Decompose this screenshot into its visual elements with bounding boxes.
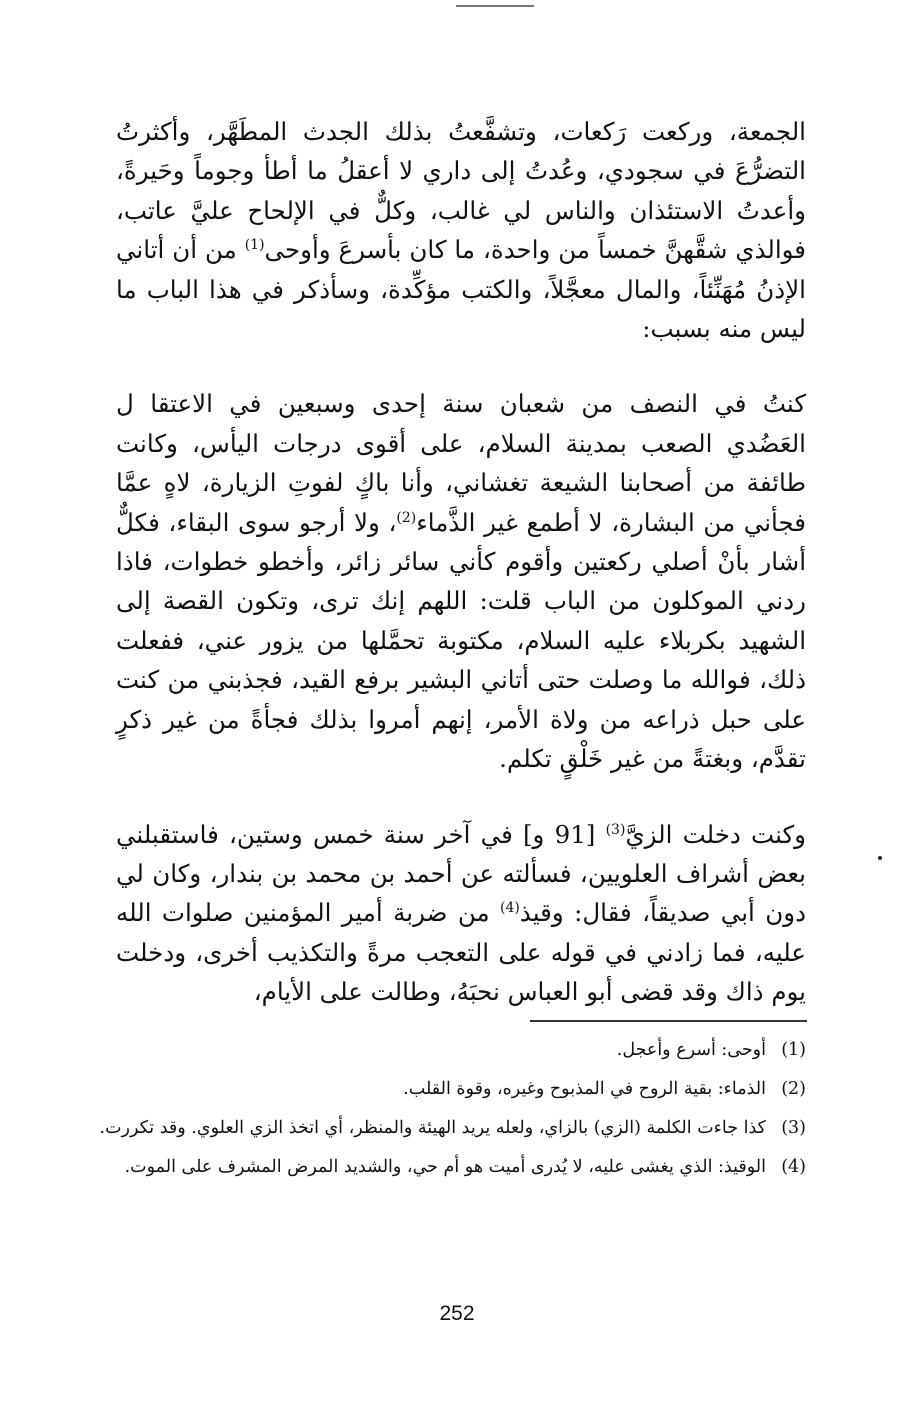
footnote-text: كذا جاءت الكلمة (الزي) بالزاي، ولعله يريد الهيئة والمنظر، أي اتخذ الزي العلوي. وقد تكررت. — [99, 1118, 766, 1138]
paragraph-text: [91 و] في آخر سنة خمس وستين، فاستقبلني بعض أشراف العلويين، فسألته عن أحمد بن محمد بن بندار، وكان لي دون أبي صديقاً، فقال: وقيذ — [116, 819, 806, 928]
paragraph-text: وكنت دخلت الزيَّ — [625, 819, 806, 849]
footnote-ref-3: (3) — [605, 821, 626, 838]
footnote-text: الذماء: بقية الروح في المذبوح وغيره، وقوة القلب. — [403, 1079, 766, 1099]
paragraph-text: كنتُ في النصف من شعبان سنة إحدى وسبعين في الاعتقا ل العَضُدي الصعب بمدينة السلام، على أقوى درجات اليأس، وكانت طائفة من أصحابنا الشيعة تغشاني، وأنا باكٍ لفوتِ الزيارة، لاهٍ عمَّا فجأني من البشارة، لا أطمع غير الذَّماء — [116, 389, 806, 537]
paragraph-3 — [116, 815, 806, 1012]
paragraph-text: ، ولا أرجو سوى البقاء، فكلٌّ أشار بأنْ أصلي ركعتين وأقوم كأني سائر زائر، وأخطو خطوات، فاذا ردني الموكلون من الباب قلت: اللهم إنك ترى، وتكون القصة إلى الشهيد بكربلاء عليه السلام، مكتوبة تحمَّلها من يزور عني، ففعلت ذلك، فوالله ما وصلت حتى أتاني البشير برفع القيد، فجذبني من كنت على حبل ذراعه من ولاة الأمر، إنهم أمروا بذلك فجأةً من غير ذكرٍ تقدَّم، وبغتةً من غير خَلْقٍ تكلم. — [116, 507, 806, 774]
header-rule — [456, 5, 534, 7]
paragraph-text: الجمعة، وركعت رَكعات، وتشفَّعتُ بذلك الجدث المطَهَّر، وأكثرتُ التضرُّعَ في سجودي، وعُدتُ إلى داري لا أعقلُ ما أطأ وجوماً وحَيرةً، وأعدتُ الاستئذان والناس لي غالب، وكلٌّ في الإلحاح عليَّ عاتب، فوالذي شقَّهنَّ خمساً من واحدة، ما كان بأسرعَ وأوحى — [116, 117, 806, 265]
footnote-text: أوحى: أسرع وأعجل. — [616, 1040, 766, 1060]
footnote-separator — [530, 1020, 807, 1022]
footnote-ref-1: (1) — [244, 237, 265, 254]
paragraph-text: من أن أتاني الإذنُ مُهَنِّئاً، والمال معجَّلاً، والكتب مؤكِّدة، وسأذكر في هذا الباب ما ليس منه بسبب: — [116, 235, 806, 344]
footnote-text: الوقيذ: الذي يغشى عليه، لا يُدرى أميت هو أم حي، والشديد المرض المشرف على الموت. — [124, 1157, 766, 1177]
footnote-3 — [84, 1114, 806, 1143]
footnotes — [84, 1036, 806, 1192]
footnote-number: (4) — [781, 1157, 806, 1177]
footnote-number: (1) — [781, 1040, 806, 1060]
paragraph-1 — [116, 112, 806, 348]
scan-speck — [878, 856, 882, 860]
footnote-ref-4: (4) — [500, 900, 520, 917]
footnote-1 — [84, 1036, 806, 1065]
page-body — [116, 112, 806, 1012]
footnote-ref-2: (2) — [396, 509, 417, 526]
page-number: 252 — [439, 1302, 475, 1325]
paragraph-2 — [116, 384, 806, 778]
footnote-number: (2) — [781, 1079, 806, 1099]
paragraph-text: من ضربة أمير المؤمنين صلوات الله عليه، فما زادني في قوله على التعجب مرةً والتكذيب أخرى، ودخلت يوم ذاك وقد قضى أبو العباس نحبَهُ، وطالت على الأيام، — [116, 898, 806, 1007]
footnote-2 — [84, 1075, 806, 1104]
footnote-4 — [84, 1153, 806, 1182]
footnote-number: (3) — [781, 1118, 806, 1138]
